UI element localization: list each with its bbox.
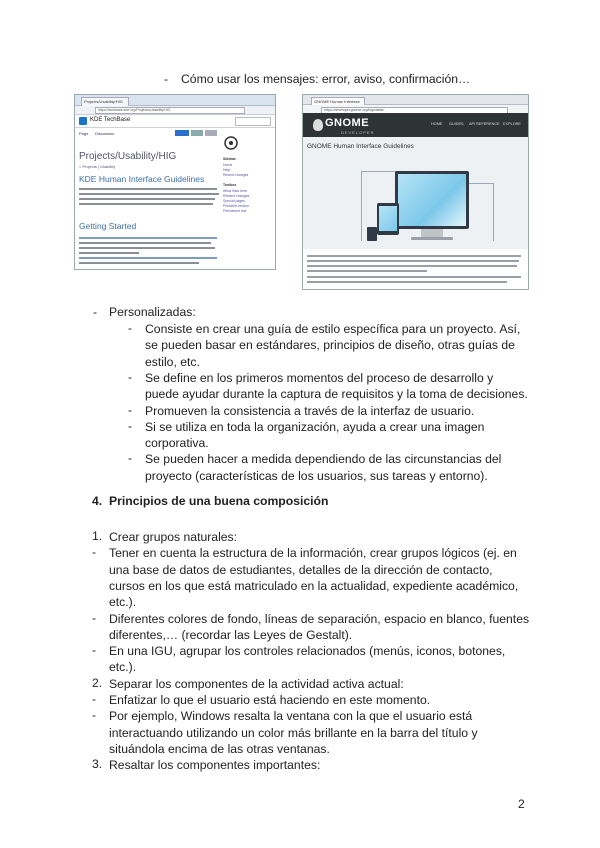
list-item-line: Diferentes colores de fondo, líneas de separación, espacio en blanco, fuentes: [109, 611, 530, 626]
monitor-base: [411, 237, 453, 240]
personalizadas-item-marker: -: [128, 418, 133, 433]
text-line: [307, 281, 507, 283]
top-bullet-marker: -: [164, 72, 169, 86]
list-item-line: diferentes,… (recordar las Leyes de Gestalt).: [109, 627, 353, 642]
kde-sidebar-heading: Sidebar: [223, 157, 236, 161]
kde-header: [75, 115, 275, 128]
guide-line: [361, 171, 397, 172]
gnome-foot-icon: [313, 119, 323, 131]
list-dash-marker: -: [92, 708, 97, 723]
text-line: [79, 247, 215, 249]
kde-site-name: KDE TechBase: [90, 117, 131, 123]
text-line: [307, 260, 519, 262]
list-item-line: Resaltar los componentes importantes:: [109, 758, 321, 773]
text-line: [79, 198, 215, 200]
list-dash-marker: -: [92, 545, 97, 560]
personalizadas-title: Personalizadas:: [109, 305, 196, 319]
personalizadas-item-line: Se pueden hacer a medida dependiendo de las circunstancias del: [145, 452, 502, 467]
browser-tabbar: [75, 95, 275, 106]
list-item-line: cursos en los que está matriculado en la actualidad, expediente académico,: [109, 578, 519, 593]
kde-sidebar-link: Permanent link: [223, 209, 247, 213]
kde-sidebar-link: Special pages: [223, 199, 245, 203]
list-item-line: etc.).: [109, 660, 137, 675]
gnome-brand-sub: DEVELOPER: [341, 130, 375, 135]
list-item-line: interactuando utilizando un color más brillante en la barra del título y: [109, 725, 478, 740]
kde-sidebar-link: Printable version: [223, 204, 250, 208]
list-item-line: En una IGU, agrupar los controles relacionados (menús, iconos, botones,: [109, 644, 506, 659]
guide-line: [493, 183, 494, 241]
kde-sidebar-link: Home: [223, 163, 233, 167]
personalizadas-item-line: Promueven la consistencia a través de la interfaz de usuario.: [145, 403, 475, 418]
personalizadas-item-line: corporativa.: [145, 436, 209, 451]
personalizadas-item-marker: -: [128, 321, 133, 335]
browser-tabbar: [303, 95, 528, 105]
kde-history-button: [205, 130, 217, 136]
kde-tab-page: Page: [79, 131, 89, 136]
personalizadas-item-line: puede ayudar durante la captura de requisitos y la toma de decisiones.: [145, 387, 528, 402]
text-line: [79, 252, 139, 254]
list-item-line: etc.).: [109, 595, 137, 610]
address-bar: https://developer.gnome.org/hig/stable/: [321, 107, 508, 114]
list-item-line: Separar los componentes de la actividad activa actual:: [109, 676, 404, 691]
gnome-menu-api: API REFERENCE: [469, 122, 500, 126]
kde-heading: KDE Human Interface Guidelines: [79, 174, 205, 184]
section4-title: Principios de una buena composición: [109, 494, 329, 508]
list-item-line: situándola encima de las otras ventanas.: [109, 741, 330, 756]
personalizadas-item-line: estilo, etc.: [145, 354, 200, 369]
tablet-screen: [379, 206, 397, 231]
kde-section-getting-started: Getting Started: [79, 221, 137, 231]
section4-number: 4.: [92, 494, 103, 508]
page-number: 2: [518, 797, 525, 811]
search-input: [235, 117, 271, 126]
tablet-illustration: [377, 203, 399, 235]
text-line: [79, 188, 217, 190]
text-line: [307, 276, 521, 278]
list-dash-marker: -: [92, 610, 97, 625]
personalizadas-item-line: Si se utiliza en toda la organización, ayuda a crear una imagen: [145, 419, 485, 434]
browser-tab: Projects/Usability/HIG: [81, 97, 129, 106]
gnome-hero: [303, 113, 528, 249]
gnome-menu-explore: EXPLORE: [503, 122, 521, 126]
browser-tab: GNOME Human Interface: [311, 97, 365, 105]
text-line: [79, 203, 213, 205]
kde-page-title: Projects/Usability/HIG: [79, 151, 177, 162]
personalizadas-item-line: Consiste en crear una guía de estilo específica para un proyecto. Así,: [145, 322, 521, 336]
text-line: [79, 237, 217, 239]
list-item-line: Tener en cuenta la estructura de la información, crear grupos lógicos (ej. en: [109, 546, 517, 561]
guide-line: [361, 171, 362, 241]
kde-sidebar-link: Related changes: [223, 194, 250, 198]
monitor-screen: [398, 174, 466, 226]
list-dash-marker: -: [92, 692, 97, 706]
kde-hig-screenshot: [74, 94, 276, 270]
list-item-line: Enfatizar lo que el usuario está haciendo en este momento.: [109, 693, 431, 707]
personalizadas-item-marker: -: [128, 451, 133, 466]
text-line: [307, 265, 517, 267]
kde-read-button: [175, 130, 189, 136]
gnome-brand: GNOME: [325, 117, 370, 129]
list-dash-marker: -: [92, 643, 97, 658]
personalizadas-marker: -: [93, 305, 98, 319]
kde-sidebar-link: Recent changes: [223, 173, 249, 177]
kde-gear-icon: [223, 135, 239, 153]
gnome-hig-screenshot: [302, 94, 529, 290]
monitor-stand: [421, 229, 443, 237]
gnome-header: [303, 113, 528, 137]
gnome-menu-home: HOME: [431, 122, 443, 126]
kde-logo-icon: [79, 117, 87, 125]
list-item-line: una base de datos de estudiantes, detalles de la dirección de contacto,: [109, 562, 493, 577]
kde-edit-button: [191, 130, 203, 136]
text-line: [307, 270, 427, 272]
gnome-menu-guides: GUIDES: [449, 122, 464, 126]
monitor-illustration: [395, 171, 469, 229]
personalizadas-item-line: Se define en los primeros momentos del proceso de desarrollo y: [145, 370, 494, 385]
list-number-marker: 3.: [92, 757, 103, 772]
text-line: [79, 257, 217, 259]
kde-breadcrumb: < Projects | Usability: [79, 164, 116, 169]
text-line: [79, 193, 219, 195]
guide-line: [469, 183, 493, 184]
kde-sidebar-link: Help: [223, 168, 231, 172]
text-line: [307, 255, 521, 257]
text-line: [79, 262, 199, 264]
text-line: [79, 242, 211, 244]
list-item-line: Crear grupos naturales:: [109, 530, 238, 544]
personalizadas-item-marker: -: [128, 369, 133, 384]
personalizadas-item-marker: -: [128, 402, 133, 417]
gnome-heading: GNOME Human Interface Guidelines: [307, 143, 414, 150]
personalizadas-item-line: se pueden basar en estándares, principios de diseño, otras guías de: [145, 338, 515, 353]
kde-sidebar-heading: Toolbox: [223, 183, 237, 187]
phone-illustration: [367, 227, 377, 241]
kde-tab-discussion: Discussion: [95, 131, 115, 136]
list-number-marker: 2.: [92, 675, 103, 690]
address-bar: https://techbase.kde.org/Projects/Usability/HIG: [95, 107, 245, 114]
list-item-line: Por ejemplo, Windows resalta la ventana con la que el usuario está: [109, 709, 473, 724]
address-row: [75, 106, 275, 115]
kde-sidebar-link: What links here: [223, 189, 248, 193]
list-number-marker: 1.: [92, 529, 103, 543]
personalizadas-item-line: proyecto (características de los usuarios, sus tareas y entorno).: [145, 468, 488, 483]
top-bullet-text: Cómo usar los mensajes: error, aviso, confirmación…: [181, 72, 471, 86]
